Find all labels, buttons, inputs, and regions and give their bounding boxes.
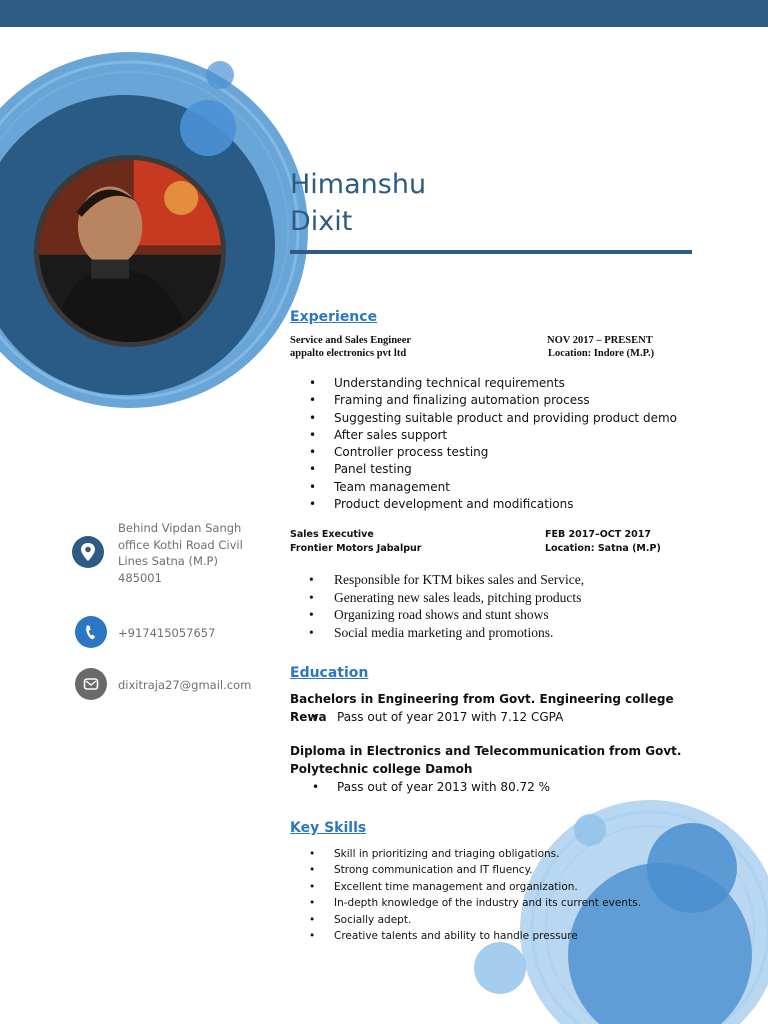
last-name: Dixit (290, 206, 353, 237)
list-item: • Pass out of year 2017 with 7.12 CGPA (312, 709, 563, 726)
list-item: • Understanding technical requirements (309, 375, 677, 392)
list-item: • Social media marketing and promotions. (309, 624, 584, 642)
list-item: • Socially adept. (309, 912, 641, 928)
phone-icon (75, 616, 107, 648)
list-item: • Excellent time management and organization. (309, 879, 641, 895)
education-heading: Education (290, 665, 369, 681)
email-text: dixitraja27@gmail.com (118, 678, 252, 692)
list-item: • Pass out of year 2013 with 80.72 % (312, 779, 550, 796)
job1-responsibilities (309, 375, 677, 513)
list-item: • Organizing road shows and stunt shows (309, 606, 584, 624)
location-pin-icon (72, 536, 104, 568)
list-item: • Team management (309, 479, 677, 496)
list-item: • Product development and modifications (309, 496, 677, 513)
job2-responsibilities (309, 571, 584, 641)
education-details-1 (312, 709, 563, 726)
list-item: • Strong communication and IT fluency. (309, 862, 641, 878)
name-divider (290, 250, 692, 254)
list-item: • In-depth knowledge of the industry and its current events. (309, 895, 641, 911)
phone-text: +917415057657 (118, 626, 216, 640)
first-name: Himanshu (290, 169, 427, 200)
job1-role: Service and Sales Engineer (290, 335, 412, 346)
list-item: • Creative talents and ability to handle pressure (309, 928, 641, 944)
degree-line: Polytechnic college Damoh (290, 762, 473, 776)
job2-location: Location: Satna (M.P) (545, 543, 661, 554)
degree-line: Diploma in Electronics and Telecommunication from Govt. (290, 744, 682, 758)
education-details-2 (312, 779, 550, 796)
address-line: Behind Vipdan Sangh (118, 521, 242, 535)
address-text (118, 520, 243, 586)
list-item: • Suggesting suitable product and providing product demo (309, 410, 677, 427)
address-line: 485001 (118, 570, 162, 585)
job1-dates: NOV 2017 – PRESENT (547, 335, 653, 346)
list-item: • Generating new sales leads, pitching products (309, 589, 584, 607)
profile-photo (34, 155, 226, 347)
list-item: • Panel testing (309, 461, 677, 478)
skills-list (309, 846, 641, 944)
address-line: Lines Satna (M.P) (118, 554, 218, 568)
job2-company: Frontier Motors Jabalpur (290, 543, 422, 554)
experience-heading: Experience (290, 309, 378, 325)
job1-location: Location: Indore (M.P.) (548, 348, 655, 359)
education-degree-2 (290, 742, 710, 778)
skills-heading: Key Skills (290, 820, 367, 836)
degree-line: Bachelors in Engineering from Govt. Engineering college Rewa (290, 692, 674, 724)
list-item: • After sales support (309, 427, 677, 444)
job1-company: appalto electronics pvt ltd (290, 348, 407, 359)
list-item: • Responsible for KTM bikes sales and Service, (309, 571, 584, 589)
job2-role: Sales Executive (290, 529, 374, 540)
candidate-name (290, 166, 426, 240)
mail-icon (75, 668, 107, 700)
list-item: • Framing and finalizing automation process (309, 392, 677, 409)
list-item: • Skill in prioritizing and triaging obligations. (309, 846, 641, 862)
address-line: office Kothi Road Civil (118, 537, 243, 552)
list-item: • Controller process testing (309, 444, 677, 461)
job2-dates: FEB 2017–OCT 2017 (545, 529, 651, 540)
